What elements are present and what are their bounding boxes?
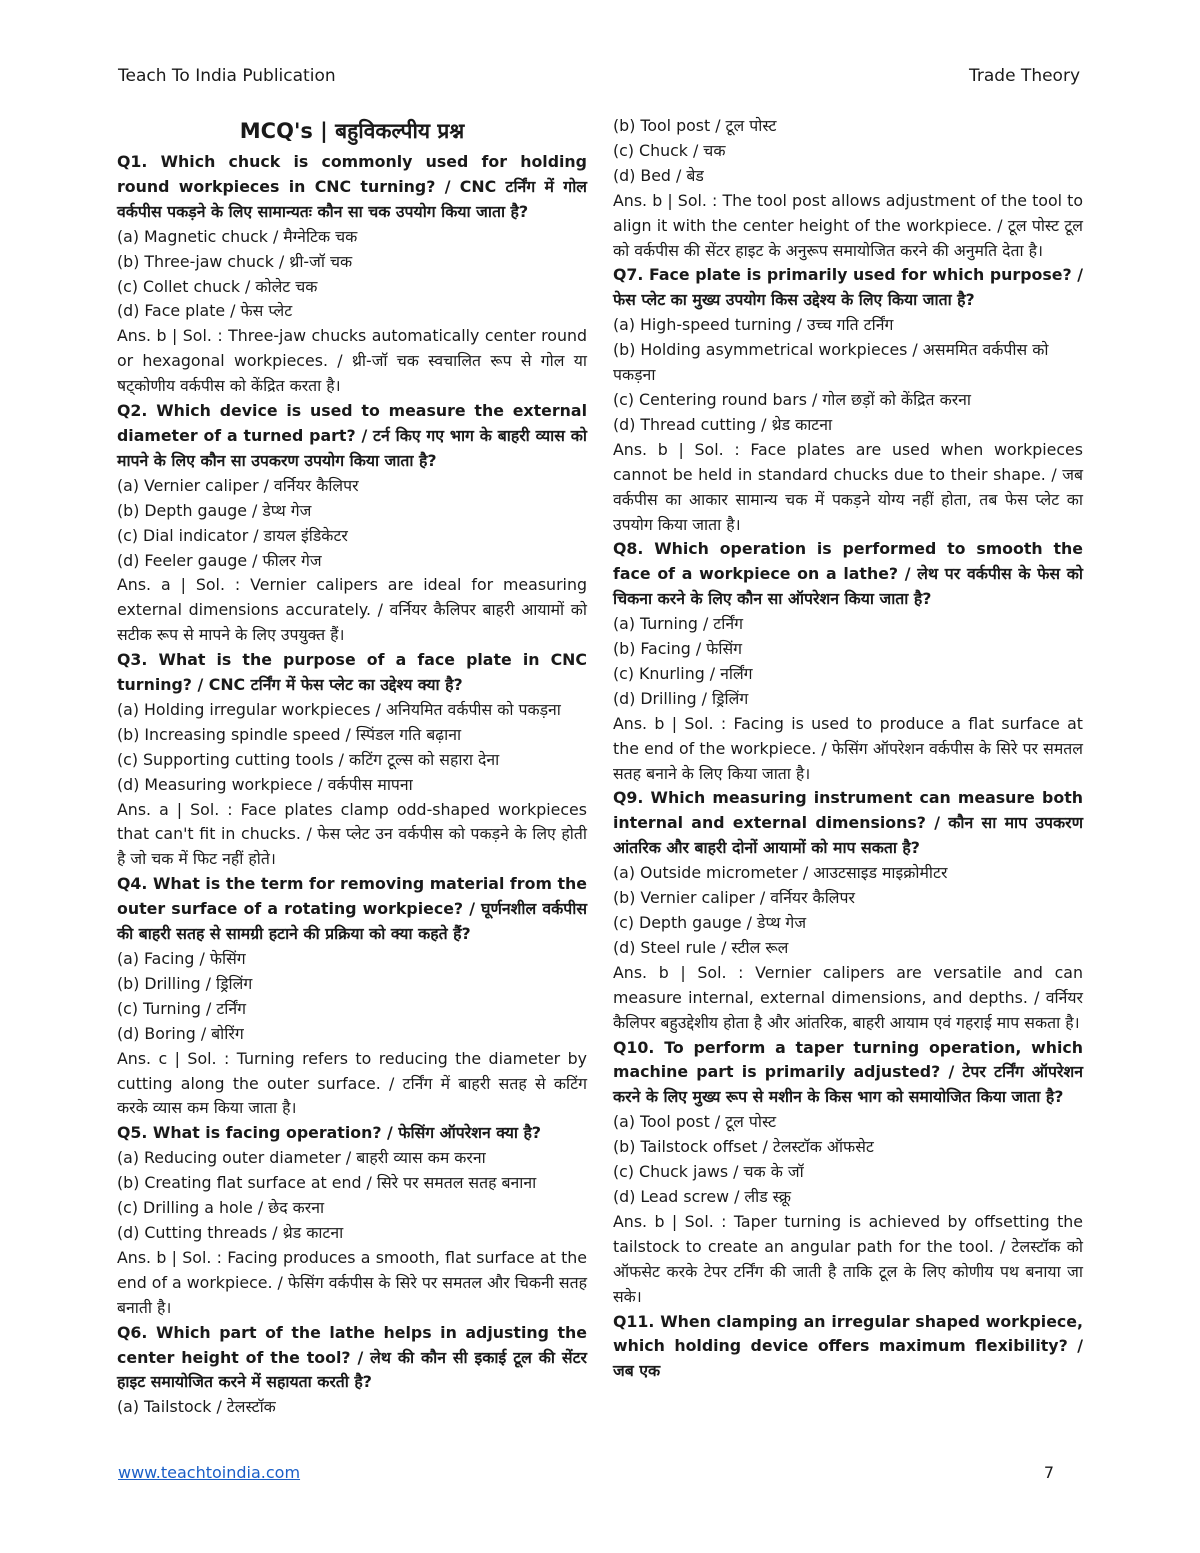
answer-option: (c) Supporting cutting tools / कटिंग टूल्स को सहारा देना <box>117 749 500 769</box>
answer-solution: Ans. b | Sol. : The tool post allows adjustment of the tool to align it with the center height of the workpiece. / टूल पोस्ट टूल को वर्कपीस की सेंटर हाइट के अनुरूप समायोजित करने की अनुमति देता है। <box>613 190 1083 260</box>
question-text: Q5. What is facing operation? / फेसिंग ऑपरेशन क्या है? <box>117 1123 542 1143</box>
answer-option: (b) Increasing spindle speed / स्पिंडल गति बढ़ाना <box>117 724 462 744</box>
answer-solution: Ans. b | Sol. : Three-jaw chucks automatically center round or hexagonal workpieces. / थ्री-जॉ चक स्वचालित रूप से गोल या षट्कोणीय वर्कपीस को केंद्रित करता है। <box>117 326 587 396</box>
answer-option: (d) Steel rule / स्टील रूल <box>613 937 789 957</box>
question-text: Q11. When clamping an irregular shaped workpiece, which holding device offers maximum flexibility? / जब एक <box>613 1311 1083 1381</box>
answer-solution: Ans. b | Sol. : Taper turning is achieved by offsetting the tailstock to create an angular path for the tool. / टेलस्टॉक को ऑफसेट करके टेपर टर्निंग की जाती है ताकि टूल के लिए कोणीय पथ बनाया जा सके। <box>613 1211 1083 1306</box>
answer-option: (c) Turning / टर्निंग <box>117 998 247 1018</box>
answer-option: (b) Facing / फेसिंग <box>613 639 743 659</box>
answer-option: (c) Depth gauge / डेप्थ गेज <box>613 913 807 932</box>
answer-option: (c) Dial indicator / डायल इंडिकेटर <box>117 525 348 545</box>
answer-option: (d) Lead screw / लीड स्क्रू <box>613 1186 791 1206</box>
answer-option: (c) Centering round bars / गोल छड़ों को केंद्रित करना <box>613 389 972 409</box>
answer-option: (a) Facing / फेसिंग <box>117 949 246 968</box>
answer-option: (d) Cutting threads / थ्रेड काटना <box>117 1222 344 1242</box>
question-text: Q8. Which operation is performed to smooth the face of a workpiece on a lathe? / लेथ पर वर्कपीस के फेस को चिकना करने के लिए कौन सा ऑपरेशन किया जाता है? <box>613 539 1083 609</box>
question-text: Q3. What is the purpose of a face plate in CNC turning? / CNC टर्निंग में फेस प्लेट का उद्देश्य क्या है? <box>117 650 587 695</box>
page-number: 7 <box>1043 1463 1054 1482</box>
answer-option: (d) Measuring workpiece / वर्कपीस मापना <box>117 774 413 794</box>
answer-option: (b) Creating flat surface at end / सिरे पर समतल सतह बनाना <box>117 1173 537 1193</box>
answer-option: (b) Holding asymmetrical workpieces / असममित वर्कपीस को पकड़ना <box>613 340 1049 385</box>
answer-option: (c) Chuck / चक <box>613 140 726 160</box>
answer-solution: Ans. b | Sol. : Facing produces a smooth, flat surface at the end of a workpiece. / फेसिंग वर्कपीस के सिरे पर समतल और चिकनी सतह बनाती है। <box>117 1247 587 1317</box>
answer-solution: Ans. b | Sol. : Facing is used to produce a flat surface at the end of the workpiece. / फेसिंग ऑपरेशन वर्कपीस के सिरे पर समतल सतह बनाने के लिए किया जाता है। <box>613 713 1083 783</box>
answer-option: (a) Reducing outer diameter / बाहरी व्यास कम करना <box>117 1148 486 1168</box>
question-text: Q9. Which measuring instrument can measure both internal and external dimensions? / कौन सा माप उपकरण आंतरिक और बाहरी दोनों आयामों को माप सकता है? <box>613 788 1083 858</box>
question-text: Q1. Which chuck is commonly used for holding round workpieces in CNC turning? / CNC टर्निंग में गोल वर्कपीस पकड़ने के लिए सामान्यतः कौन सा चक उपयोग किया जाता है? <box>117 152 587 221</box>
answer-option: (b) Tool post / टूल पोस्ट <box>613 116 777 135</box>
answer-option: (d) Boring / बोरिंग <box>117 1023 244 1043</box>
answer-option: (c) Chuck jaws / चक के जॉ <box>613 1162 804 1182</box>
answer-option: (b) Three-jaw chuck / थ्री-जॉ चक <box>117 251 353 271</box>
answer-option: (a) Tailstock / टेलस्टॉक <box>117 1397 276 1417</box>
right-column <box>613 114 1083 1384</box>
answer-option: (a) High-speed turning / उच्च गति टर्निंग <box>613 315 894 335</box>
answer-option: (a) Outside micrometer / आउटसाइड माइक्रोमीटर <box>613 863 948 883</box>
answer-solution: Ans. a | Sol. : Face plates clamp odd-shaped workpieces that can't fit in chucks. / फेस प्लेट उन वर्कपीस को पकड़ने के लिए होती है जो चक में फिट नहीं होते। <box>117 799 587 869</box>
publisher-name: Teach To India Publication <box>118 66 336 86</box>
answer-option: (c) Drilling a hole / छेद करना <box>117 1198 325 1218</box>
answer-option: (d) Feeler gauge / फीलर गेज <box>117 550 322 570</box>
question-text: Q4. What is the term for removing material from the outer surface of a rotating workpiece? / घूर्णनशील वर्कपीस की बाहरी सतह से सामग्री हटाने की प्रक्रिया को क्या कहते हैं? <box>117 874 587 944</box>
answer-option: (b) Drilling / ड्रिलिंग <box>117 973 253 993</box>
subject-title: Trade Theory <box>968 66 1080 86</box>
answer-option: (a) Tool post / टूल पोस्ट <box>613 1112 777 1132</box>
answer-solution: Ans. b | Sol. : Vernier calipers are versatile and can measure internal, external dimensions, and depths. / वर्नियर कैलिपर बहुउद्देशीय होता है और आंतरिक, बाहरी आयाम एवं गहराई माप सकता है। <box>613 962 1083 1032</box>
question-text: Q10. To perform a taper turning operation, which machine part is primarily adjusted? / टेपर टर्निंग ऑपरेशन करने के लिए मुख्य रूप से मशीन के किस भाग को समायोजित किया जाता है? <box>613 1037 1083 1107</box>
answer-option: (b) Depth gauge / डेप्थ गेज <box>117 500 312 520</box>
answer-option: (d) Drilling / ड्रिलिंग <box>613 688 749 708</box>
answer-solution: Ans. b | Sol. : Face plates are used when workpieces cannot be held in standard chucks due to their shape. / जब वर्कपीस का आकार सामान्य चक में पकड़ने योग्य नहीं होता, तब फेस प्लेट का उपयोग किया जाता है। <box>613 439 1083 534</box>
answer-solution: Ans. c | Sol. : Turning refers to reducing the diameter by cutting along the outer surface. / टर्निंग में बाहरी सतह से कटिंग करके व्यास कम किया जाता है। <box>117 1048 587 1118</box>
answer-option: (a) Vernier caliper / वर्नियर कैलिपर <box>117 475 359 495</box>
left-column <box>117 114 587 1420</box>
answer-option: (a) Holding irregular workpieces / अनियमित वर्कपीस को पकड़ना <box>117 699 561 719</box>
footer-website-link[interactable]: www.teachtoindia.com <box>118 1463 301 1482</box>
answer-option: (d) Face plate / फेस प्लेट <box>117 301 293 321</box>
answer-option: (b) Vernier caliper / वर्नियर कैलिपर <box>613 888 855 908</box>
answer-option: (d) Thread cutting / थ्रेड काटना <box>613 414 833 434</box>
section-title: MCQ's | बहुविकल्पीय प्रश्न <box>239 119 465 143</box>
answer-option: (c) Collet chuck / कोलेट चक <box>117 276 318 296</box>
question-text: Q7. Face plate is primarily used for which purpose? / फेस प्लेट का मुख्य उपयोग किस उद्देश्य के लिए किया जाता है? <box>613 265 1083 310</box>
question-text: Q6. Which part of the lathe helps in adjusting the center height of the tool? / लेथ की कौन सी इकाई टूल की सेंटर हाइट समायोजित करने में सहायता करती है? <box>117 1322 587 1392</box>
answer-option: (a) Turning / टर्निंग <box>613 614 744 634</box>
answer-option: (d) Bed / बेड <box>613 165 704 185</box>
answer-option: (b) Tailstock offset / टेलस्टॉक ऑफसेट <box>613 1137 874 1157</box>
answer-solution: Ans. a | Sol. : Vernier calipers are ideal for measuring external dimensions accurately. / वर्नियर कैलिपर बाहरी आयामों को सटीक रूप से मापने के लिए उपयुक्त हैं। <box>117 575 587 645</box>
answer-option: (a) Magnetic chuck / मैग्नेटिक चक <box>117 226 358 246</box>
answer-option: (c) Knurling / नर्लिंग <box>613 663 753 683</box>
question-text: Q2. Which device is used to measure the external diameter of a turned part? / टर्न किए गए भाग के बाहरी व्यास को मापने के लिए कौन सा उपकरण उपयोग किया जाता है? <box>117 401 587 470</box>
